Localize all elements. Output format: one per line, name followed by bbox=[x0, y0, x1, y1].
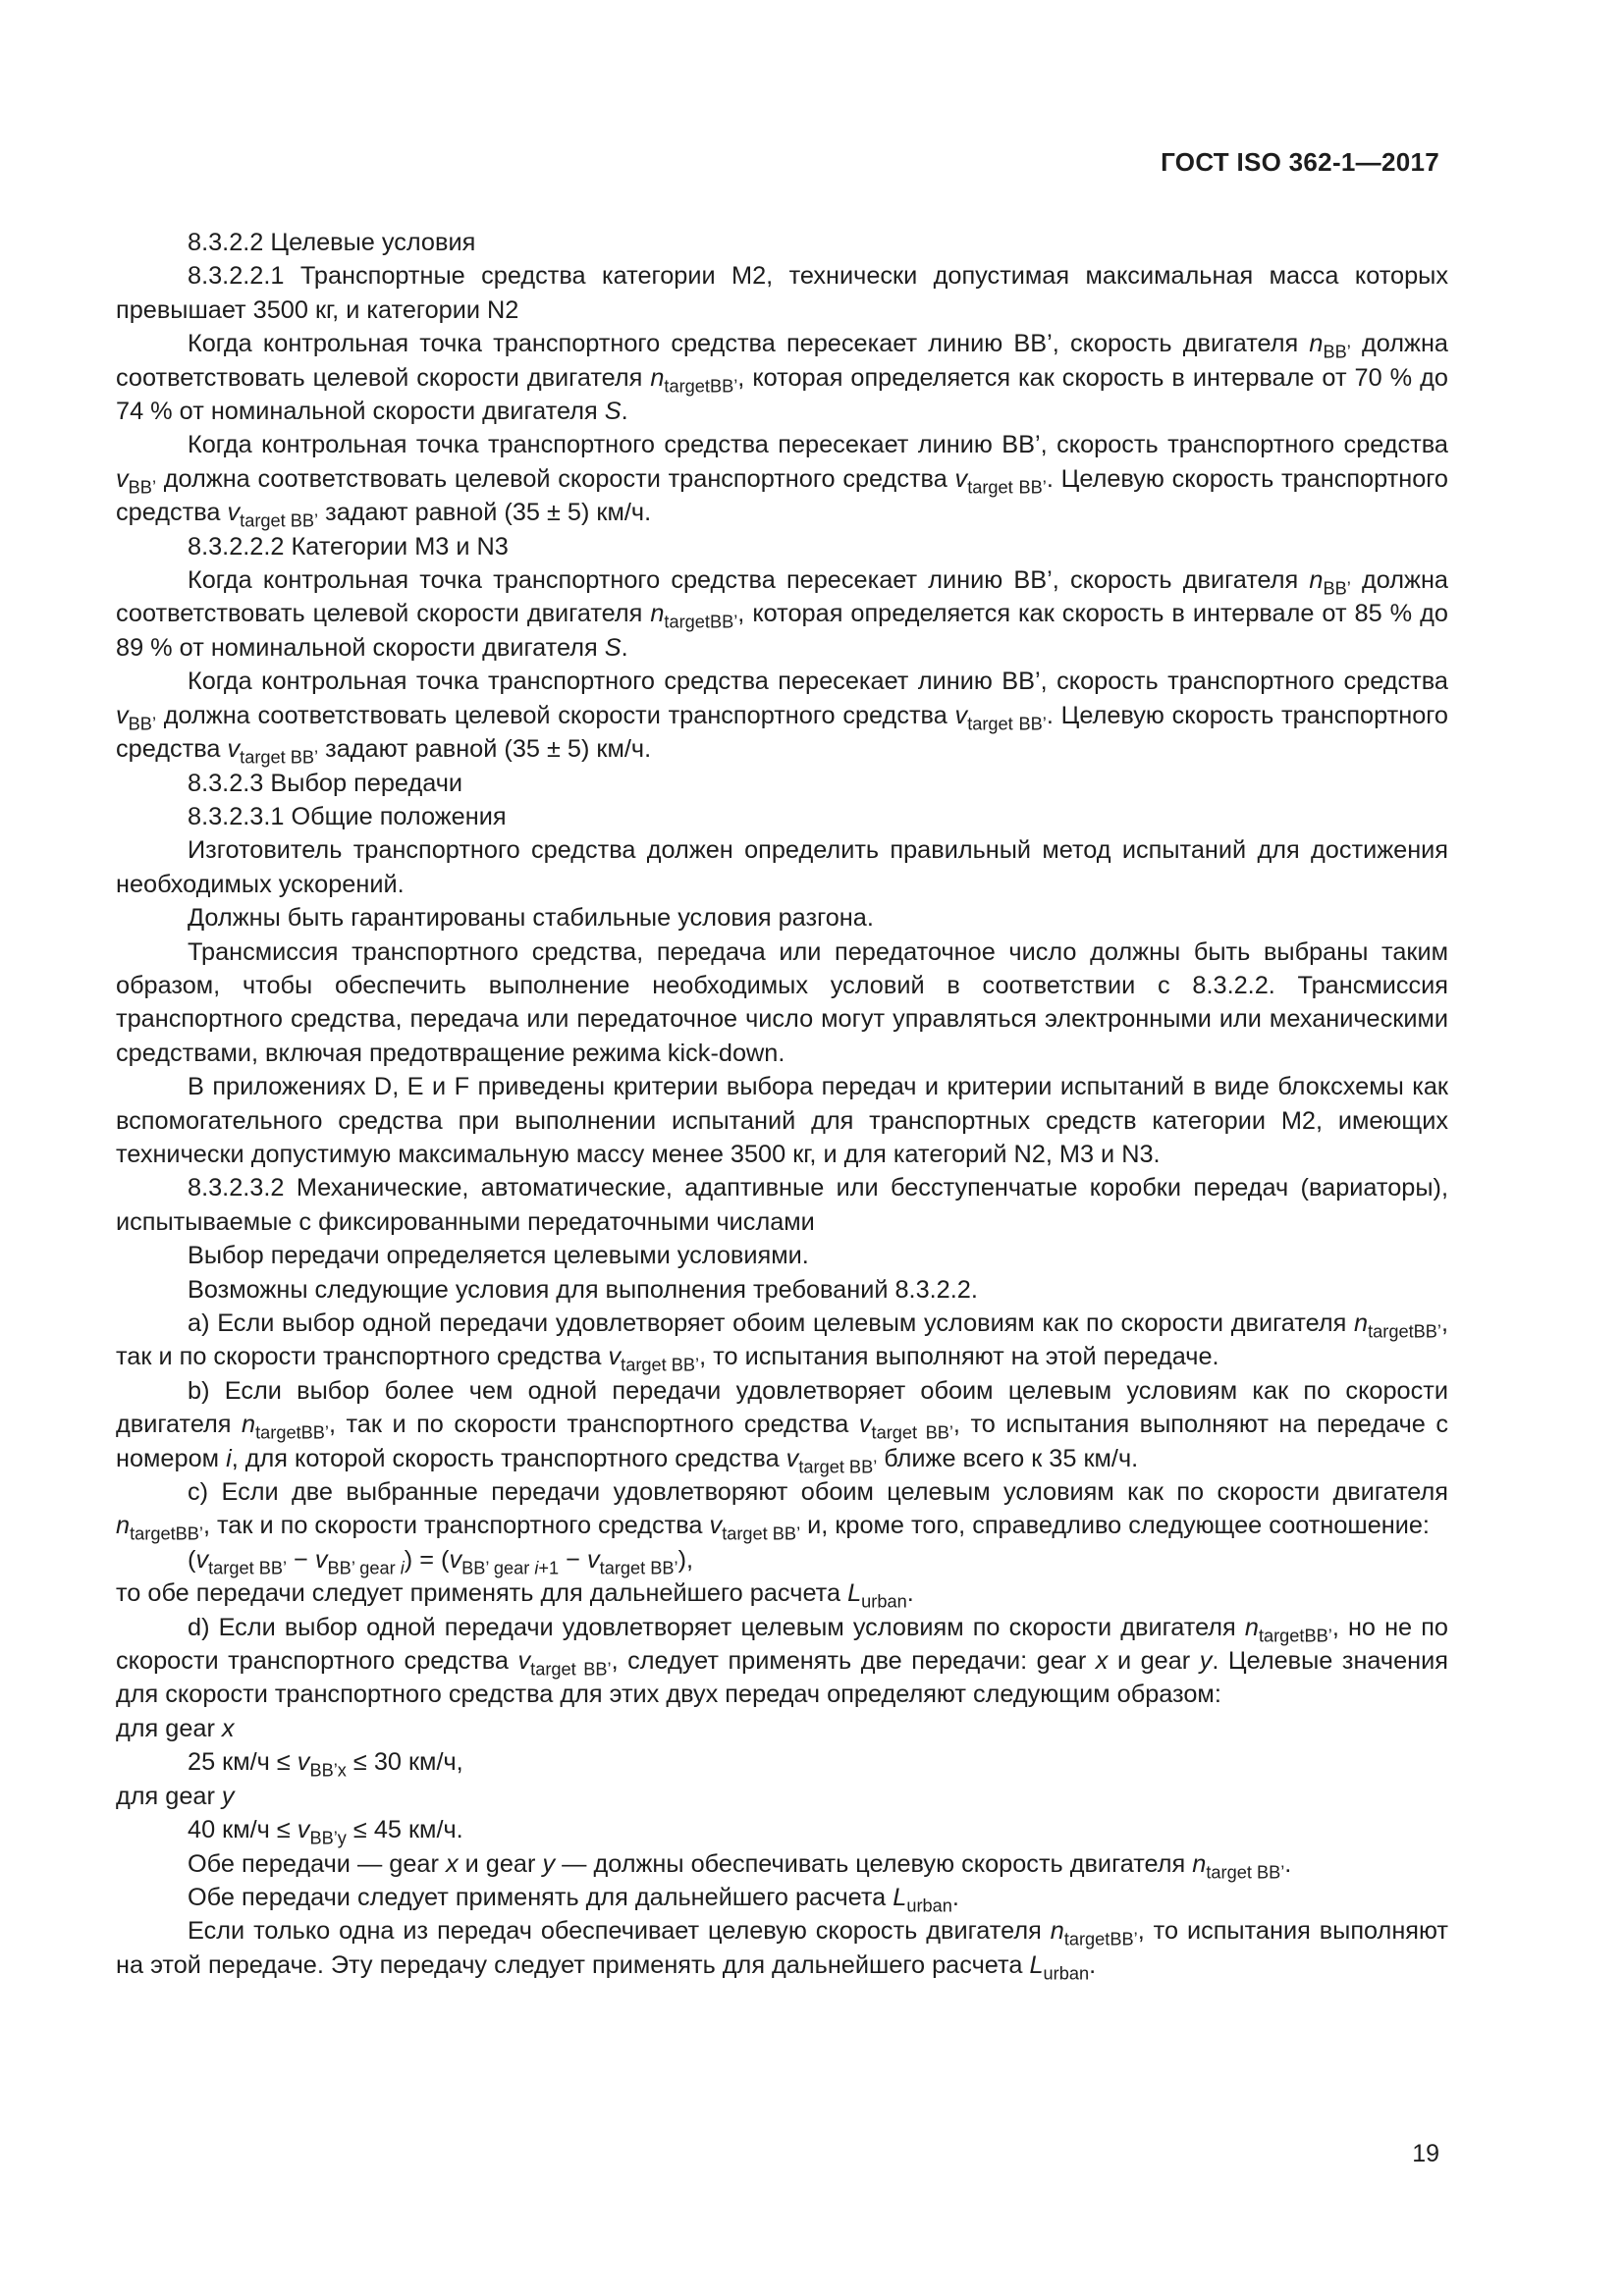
formula: 40 $км/ч \le v_{BB’y} \le 45$ км/ч. bbox=[188, 1816, 463, 1848]
paragraph: Изготовитель транспортного средства должен определить правильный метод испытаний для достижения необходимых ускорений. bbox=[116, 836, 1448, 898]
paragraph: Обе передачи — gear x и gear y — должны обеспечивать целевую скорость двигателя $n_{target BB’}$. bbox=[188, 1849, 1292, 1882]
page-content bbox=[116, 226, 1448, 1982]
list-item-d: d) Если выбор одной передачи удовлетворяет целевым условиям по скорости двигателя $n_{targetBB’}$, но не по скорости транспортного средства $v_{target BB’}$, следует применять две передачи: gear x и gear y. Целевые значения для скорости транспортного средства для этих двух передач определяют следующим образом: bbox=[116, 1613, 1448, 1709]
page-number: 19 bbox=[1412, 2140, 1439, 2167]
paragraph: Когда контрольная точка транспортного средства пересекает линию BB’, скорость транспортного средства $v_{BB’}$ должна соответствовать целевой скорости транспортного средства $v_{target BB’}$. Целевую скорость транспортного средства $v_{target BB’}$ задают равной (35 ± 5) км/ч. bbox=[116, 667, 1449, 768]
paragraph: Когда контрольная точка транспортного средства пересекает линию BB’, скорость двигателя $n_{BB’}$ должна соответствовать целевой скорости двигателя $n_{targetBB’}$, которая определяется как скорость в интервале от 85 % до 89 % от номинальной скорости двигателя S. bbox=[116, 566, 1448, 662]
list-item-a: a) Если выбор одной передачи удовлетворяет обоим целевым условиям как по скорости двигателя $n_{targetBB’}$, так и по скорости транспортного средства $v_{target BB’}$, то испытания выполняют на этой передаче. bbox=[116, 1309, 1448, 1375]
formula: $(v_{target BB’} - v_{BB’ gear i}) = (v_{BB’ gear i+1} - v_{target BB’})$, bbox=[188, 1545, 694, 1578]
paragraph: Выбор передачи определяется целевыми условиями. bbox=[188, 1242, 809, 1270]
paragraph: Обе передачи следует применять для дальнейшего расчета $L_{urban}$. bbox=[188, 1883, 959, 1916]
formula: 25 $км/ч \le v_{BB’x} \le 30$ км/ч, bbox=[188, 1748, 463, 1781]
paragraph-8-3-2-2-2: 8.3.2.2.2 Категории M3 и N3 bbox=[188, 532, 509, 561]
paragraph: то обе передачи следует применять для дальнейшего расчета $L_{urban}$. bbox=[116, 1579, 914, 1612]
paragraph: для gear y bbox=[116, 1782, 235, 1810]
paragraph: Трансмиссия транспортного средства, передача или передаточное число должны быть выбраны таким образом, чтобы обеспечить выполнение необходимых условий в соответствии с 8.3.2.2. Трансмиссия транспортного средства, передача или передаточное число могут управляться электронными или механическими средствами, включая предотвращение режима kick-down. bbox=[116, 937, 1448, 1067]
paragraph-8-3-2-2: 8.3.2.2 Целевые условия bbox=[188, 229, 476, 256]
paragraph: для gear x bbox=[116, 1714, 235, 1742]
paragraph-8-3-2-3-2: 8.3.2.3.2 Механические, автоматические, адаптивные или бесступенчатые коробки передач (вариаторы), испытываемые с фиксированными передаточными числами bbox=[116, 1174, 1448, 1236]
paragraph: Когда контрольная точка транспортного средства пересекает линию BB’, скорость двигателя $n_{BB’}$ должна соответствовать целевой скорости двигателя $n_{targetBB’}$, которая определяется как скорость в интервале от 70 % до 74 % от номинальной скорости двигателя S. bbox=[116, 330, 1448, 426]
list-item-b: b) Если выбор более чем одной передачи удовлетворяет обоим целевым условиям как по скорости двигателя $n_{targetBB’}$, так и по скорости транспортного средства $v_{target BB’}$, то испытания выполняют на передаче с номером i, для которой скорость транспортного средства $v_{target BB’}$ ближе всего к 35 км/ч. bbox=[116, 1376, 1448, 1476]
page-header-standard: ГОСТ ISO 362-1—2017 bbox=[1161, 147, 1439, 177]
paragraph: Должны быть гарантированы стабильные условия разгона. bbox=[188, 904, 874, 933]
paragraph: Если только одна из передач обеспечивает целевую скорость двигателя $n_{targetBB’}$, то испытания выполняют на этой передаче. Эту передачу следует применять для дальнейшего расчета $L_{urban}$. bbox=[116, 1917, 1448, 1984]
paragraph: Возможны следующие условия для выполнения требований 8.3.2.2. bbox=[188, 1275, 978, 1304]
paragraph-8-3-2-3-1: 8.3.2.3.1 Общие положения bbox=[188, 802, 507, 830]
list-item-c: c) Если две выбранные передачи удовлетворяют обоим целевым условиям как по скорости двигателя $n_{targetBB’}$, так и по скорости транспортного средства $v_{target BB’}$ и, кроме того, справедливо следующее соотношение: bbox=[116, 1478, 1448, 1544]
paragraph: В приложениях D, E и F приведены критерии выбора передач и критерии испытаний в виде блоксхемы как вспомогательного средства при выполнении испытаний для транспортных средств категории M2, имеющих технически допустимую максимальную массу менее 3500 кг, и для категорий N2, M3 и N3. bbox=[116, 1073, 1448, 1168]
paragraph-8-3-2-3: 8.3.2.3 Выбор передачи bbox=[188, 769, 463, 797]
paragraph: Когда контрольная точка транспортного средства пересекает линию BB’, скорость транспортного средства $v_{BB’}$ должна соответствовать целевой скорости транспортного средства $v_{target BB’}$. Целевую скорость транспортного средства $v_{target BB’}$ задают равной (35 ± 5) км/ч. bbox=[116, 431, 1449, 531]
paragraph-8-3-2-2-1: 8.3.2.2.1 Транспортные средства категории M2, технически допустимая максимальная масса которых превышает 3500 кг, и категории N2 bbox=[116, 262, 1448, 324]
